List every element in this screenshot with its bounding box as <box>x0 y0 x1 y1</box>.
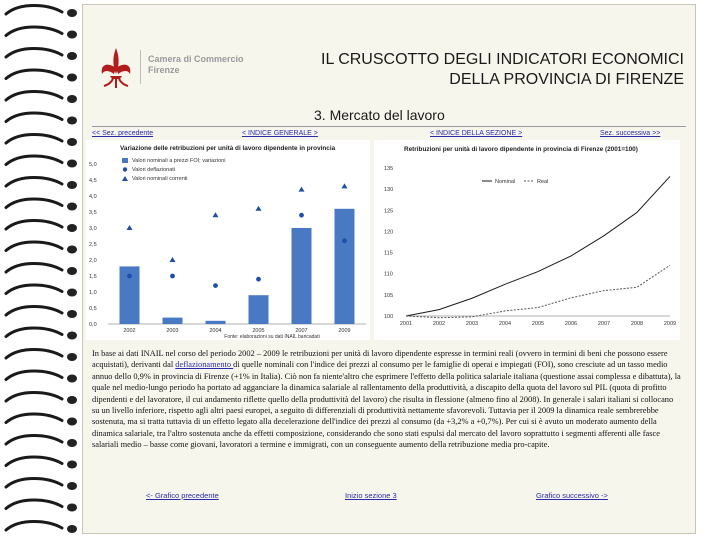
right-x-tick-label: 2001 <box>399 321 413 327</box>
left-bar <box>335 209 355 324</box>
left-chart-legend <box>122 158 225 182</box>
general-index-link[interactable]: < INDICE GENERALE > <box>242 130 318 137</box>
binding-ring <box>6 393 62 402</box>
binding-hole <box>67 9 77 17</box>
right-x-tick-label: 2004 <box>498 321 512 327</box>
analysis-paragraph <box>92 348 682 451</box>
section-title: 3. Mercato del lavoro <box>314 107 445 123</box>
left-bar <box>249 295 269 324</box>
left-legend-swatch <box>122 176 128 181</box>
right-y-tick-label: 100 <box>384 314 394 320</box>
right-x-tick-label: 2009 <box>663 321 677 327</box>
binding-hole <box>67 138 77 146</box>
binding-hole <box>67 52 77 60</box>
right-x-tick-label: 2008 <box>630 321 644 327</box>
binding-hole <box>67 482 77 490</box>
left-y-tick-label: 4,5 <box>89 178 97 184</box>
left-y-tick-label: 3,5 <box>89 210 97 216</box>
chamber-logo <box>96 44 246 90</box>
binding-hole <box>67 310 77 318</box>
binding-ring <box>6 156 62 165</box>
left-bar <box>292 228 312 324</box>
binding-ring <box>6 113 62 122</box>
left-y-tick-label: 1,0 <box>89 290 97 296</box>
right-x-tick-label: 2003 <box>465 321 479 327</box>
left-marker-deflated <box>256 277 261 282</box>
binding-hole <box>67 375 77 383</box>
left-marker-nominal <box>170 257 176 262</box>
org-name-line2: Firenze <box>148 65 180 75</box>
right-x-tick-label: 2005 <box>531 321 545 327</box>
binding-ring <box>6 328 62 337</box>
left-x-tick-label: 2003 <box>166 328 179 334</box>
binding-ring <box>6 350 62 359</box>
left-x-tick-label: 2005 <box>252 328 265 334</box>
right-series-line-real <box>406 265 670 317</box>
binding-ring <box>6 500 62 509</box>
binding-hole <box>67 224 77 232</box>
binding-hole <box>67 525 77 533</box>
left-x-tick-label: 2009 <box>338 328 351 334</box>
left-chart-title: Variazione delle retribuzioni per unità di lavoro dipendente in provincia <box>120 145 336 152</box>
binding-ring <box>6 457 62 466</box>
right-y-tick-label: 105 <box>384 292 394 299</box>
left-legend-label: Valori nominali correnti <box>132 176 188 182</box>
binding-ring <box>6 49 62 58</box>
right-legend-label: Real <box>537 179 549 185</box>
right-y-tick-label: 115 <box>384 250 393 257</box>
right-series-line-nominal <box>406 176 670 316</box>
right-x-tick-label: 2006 <box>564 321 578 327</box>
right-chart-title: Retribuzioni per unità di lavoro dipendente in provincia di Firenze (2001=100) <box>404 146 638 153</box>
left-marker-nominal <box>213 212 219 217</box>
binding-hole <box>67 332 77 340</box>
binding-ring <box>6 221 62 230</box>
binding-ring <box>6 27 62 36</box>
binding-ring <box>6 6 62 15</box>
binding-ring <box>6 371 62 380</box>
org-name-line1: Camera di Commercio <box>148 54 244 64</box>
binding-ring <box>6 414 62 423</box>
binding-hole <box>67 289 77 297</box>
binding-hole <box>67 160 77 168</box>
binding-ring <box>6 242 62 251</box>
left-x-tick-label: 2004 <box>209 328 222 334</box>
left-marker-deflated <box>342 238 347 243</box>
right-y-tick-label: 120 <box>384 229 394 236</box>
left-chart-marks <box>120 183 355 334</box>
left-marker-nominal <box>127 225 133 230</box>
binding-ring <box>6 135 62 144</box>
logo-divider <box>140 50 141 84</box>
binding-ring <box>6 199 62 208</box>
left-y-tick-label: 0,0 <box>89 322 97 328</box>
florence-lily-icon <box>96 44 136 90</box>
binding-hole <box>67 95 77 103</box>
wage-change-chart <box>86 140 370 340</box>
left-bar <box>206 321 226 324</box>
binding-ring <box>6 70 62 79</box>
left-marker-deflated <box>127 274 132 279</box>
binding-hole <box>67 246 77 254</box>
org-name <box>148 54 244 76</box>
left-marker-deflated <box>299 213 304 218</box>
left-x-tick-label: 2002 <box>123 328 136 334</box>
left-y-tick-label: 4,0 <box>89 194 97 200</box>
binding-ring <box>6 436 62 445</box>
header-divider <box>92 126 686 127</box>
left-bar <box>163 318 183 324</box>
title-line1: IL CRUSCOTTO DEGLI INDICATORI ECONOMICI <box>321 51 684 68</box>
binding-hole <box>67 461 77 469</box>
prev-chart-link[interactable]: <- Grafico precedente <box>146 491 219 500</box>
page-title <box>321 50 684 90</box>
left-marker-deflated <box>213 283 218 288</box>
binding-hole <box>67 353 77 361</box>
prev-section-link[interactable]: << Sez. precedente <box>92 130 154 137</box>
binding-hole <box>67 267 77 275</box>
right-y-tick-label: 135 <box>384 166 394 172</box>
paragraph-text-start: In base ai dati INAIL nel corso del periodo 2002 – 2009 le retribuzioni per unità di lavoro dipendente espresse in termini reali (ovvero in termini di beni che possono essere acquistati), derivanti dal <box>92 349 668 370</box>
right-x-tick-label: 2007 <box>597 321 611 327</box>
left-legend-label: Valori deflazionati <box>132 167 176 173</box>
section-start-link[interactable]: Inizio sezione 3 <box>345 491 397 500</box>
right-chart-legend <box>482 179 548 185</box>
left-y-tick-label: 1,5 <box>89 274 97 280</box>
left-y-tick-label: 3,0 <box>89 226 97 232</box>
right-y-tick-label: 110 <box>384 271 393 278</box>
spiral-binding <box>0 0 84 540</box>
left-legend-label: Valori nominali a prezzi FOI; variazioni <box>132 158 226 164</box>
binding-hole <box>67 74 77 82</box>
binding-ring <box>6 264 62 273</box>
binding-ring <box>6 307 62 316</box>
right-y-tick-label: 130 <box>384 187 394 194</box>
right-y-tick-label: 125 <box>384 208 394 215</box>
binding-ring <box>6 479 62 488</box>
next-chart-link[interactable]: Grafico successivo -> <box>536 491 608 500</box>
deflation-link[interactable]: deflazionamento <box>175 360 234 370</box>
binding-hole <box>67 396 77 404</box>
right-chart-marks <box>406 176 670 317</box>
wage-index-chart <box>374 140 680 340</box>
binding-hole <box>67 117 77 125</box>
right-legend-label: Nominal <box>495 179 516 185</box>
binding-ring <box>6 522 62 531</box>
binding-ring <box>6 178 62 187</box>
left-legend-swatch <box>122 158 128 163</box>
left-chart-source: Fonte: elaborazioni su dati INAIL bancadati <box>224 334 320 340</box>
left-marker-deflated <box>170 274 175 279</box>
title-line2: DELLA PROVINCIA DI FIRENZE <box>449 71 684 88</box>
left-y-tick-label: 2,0 <box>89 258 97 264</box>
left-x-tick-label: 2007 <box>295 328 308 334</box>
paragraph-text-end: di quelle nominali con l'indice dei prezzi al consumo per le famiglie di operai e impiegati (FOI), sono cresciute ad un tasso medio annuo dello 0,9% in provincia di Firenze (+1% in Italia). Ciò non fa niente'altro che esprimere l'effetto della politica salariale italiana (questione assai complessa e dibattuta), la quale nel medio-lungo periodo ha portato ad agganciare la dinamica salariale al rallentamento della produttività, a discapito della quota del lavoro sul PIL (quota di profitto dipendenti e del lavoratore, il cui andamento riflette quello della produttività del lavoro) che risulta in flessione (almeno fino al 2008). In generale i salari italiani si collocano su un livello inferiore, rispetto agli altri paesi europei, a seguito di differenziali di produttività nettamente sfavorevoli. Tuttavia per il 2009 la dinamica reale sembrerebbe sostenuta, ma si tratta tuttavia di un effetto legato alla decelerazione dell'indice dei prezzi al consumo (da +3,2% a +0,7%). Per cui si è avuto un moderato aumento della dinamica salariale, tra l'altro sostenuta anche da effetti composizione, considerando che sono stati espulsi dal mercato del lavoro soprattutto i segmenti afferenti alle fasce salariali medio – basse come giovani, lavoratori a termine e immigrati, con un conseguente aumento della retribuzione media pro-capite. <box>92 360 681 450</box>
left-marker-nominal <box>342 183 348 188</box>
left-marker-nominal <box>299 187 305 192</box>
right-x-tick-label: 2002 <box>432 321 446 327</box>
section-index-link[interactable]: < INDICE DELLA SEZIONE > <box>430 130 523 137</box>
left-y-tick-label: 0,5 <box>89 306 97 312</box>
binding-hole <box>67 504 77 512</box>
binding-ring <box>6 92 62 101</box>
binding-hole <box>67 439 77 447</box>
next-section-link[interactable]: Sez. successiva >> <box>600 130 661 137</box>
binding-ring <box>6 285 62 294</box>
left-legend-swatch <box>123 167 127 171</box>
binding-rings <box>6 6 77 534</box>
left-y-tick-label: 2,5 <box>89 242 97 248</box>
binding-hole <box>67 31 77 39</box>
binding-hole <box>67 203 77 211</box>
left-marker-nominal <box>256 206 262 211</box>
binding-hole <box>67 181 77 189</box>
left-y-tick-label: 5,0 <box>89 162 97 168</box>
right-chart-axes <box>384 166 676 327</box>
binding-hole <box>67 418 77 426</box>
